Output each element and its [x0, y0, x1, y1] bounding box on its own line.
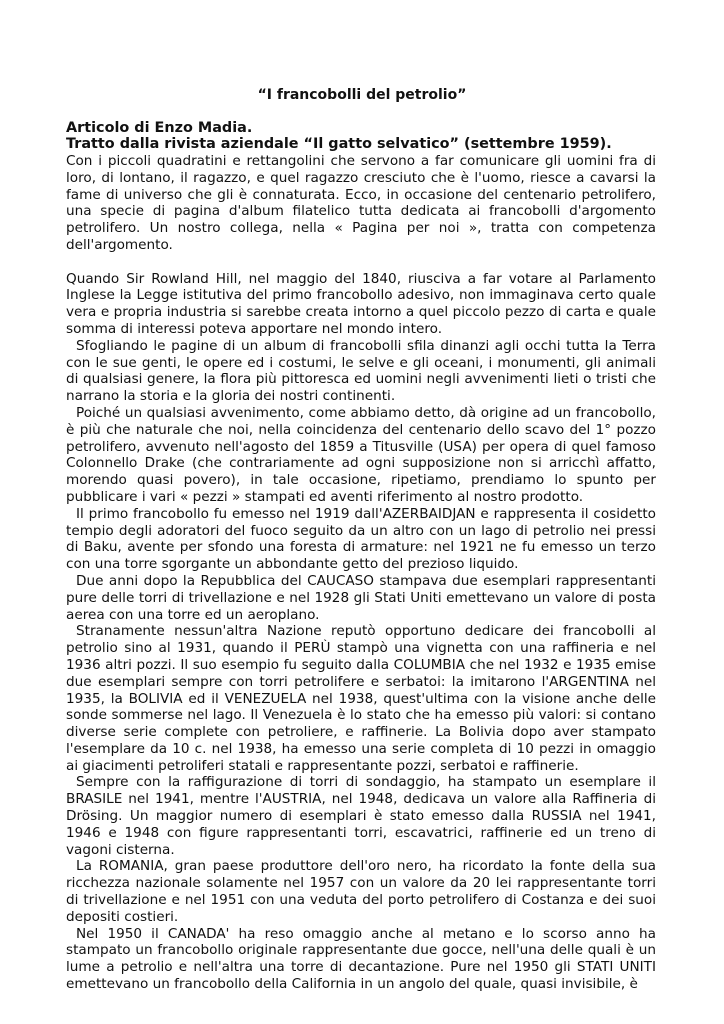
author-line: Articolo di Enzo Madia.: [66, 120, 253, 136]
body-paragraph: Sempre con la raffigurazione di torri di sondaggio, ha stampato un esemplare il BRASILE nel 1941, mentre l'AUSTRIA, nel 1948, dedicava un valore alla Raffineria di Drösing. Un maggior numero di esemplari è stato emesso dalla RUSSIA nel 1941, 1946 e 1948 con figure rappresentanti torri, escavatrici, raffinerie ed un treno di vagoni cisterna.: [66, 774, 656, 858]
body-paragraph: Due anni dopo la Repubblica del CAUCASO stampava due esemplari rappresentanti pure delle torri di trivellazione e nel 1928 gli Stati Uniti emettevano un valore di posta aerea con una torre ed un aeroplano.: [66, 572, 656, 623]
source-line: Tratto dalla rivista aziendale “Il gatto selvatico” (settembre 1959).: [66, 136, 612, 152]
body-paragraph: Sfogliando le pagine di un album di francobolli sfila dinanzi agli occhi tutta la Terra con le sue genti, le opere ed i costumi, le selve e gli oceani, i monumenti, gli animali di qualsiasi genere, la flora più pittoresca ed uomini negli avvenimenti lieti o tristi che narrano la storia e la gloria dei nostri continenti.: [66, 337, 656, 405]
article-title: “I francobolli del petrolio”: [257, 87, 467, 103]
body-paragraph: Quando Sir Rowland Hill, nel maggio del 1840, riusciva a far votare al Parlamento Inglese la Legge istitutiva del primo francobollo adesivo, non immaginava certo quale vera e propria industria si sarebbe creata intorno a quel piccolo pezzo di carta e quale somma di interessi poteva apportare nel mondo intero.: [66, 270, 656, 337]
body-paragraph: Stranamente nessun'altra Nazione reputò opportuno dedicare dei francobolli al petrolio sino al 1931, quando il PERÙ stampò una vignetta con una raffineria e nel 1936 altri pozzi. Il suo esempio fu seguito dalla COLUMBIA che nel 1932 e 1935 emise due esemplari sempre con torri petrolifere e serbatoi: la imitarono l'ARGENTINA nel 1935, la BOLIVIA ed il VENEZUELA nel 1938, quest'ultima con la visione anche delle sonde sommerse nel lago. Il Venezuela è lo stato che ha emesso più valori: si contano diverse serie complete con petroliere, e raffinerie. La Bolivia dopo aver stampato l'esemplare da 10 c. nel 1938, ha emesso una serie completa di 10 pezzi in omaggio ai giacimenti petroliferi statali e rappresentante pozzi, serbatoi e raffinerie.: [66, 623, 656, 774]
body-paragraph: Poiché un qualsiasi avvenimento, come abbiamo detto, dà origine ad un francobollo, è più che naturale che noi, nella coincidenza del centenario dello scavo del 1° pozzo petrolifero, avvenuto nell'agosto del 1859 a Titusville (USA) per opera di quel famoso Colonnello Drake (che contrariamente ad ogni supposizione non si arricchì affatto, morendo quasi povero), in tale occasione, ripetiamo, prendiamo lo spunto per pubblicare i vari « pezzi » stampati ed aventi riferimento al nostro prodotto.: [66, 404, 656, 505]
body-paragraph: Nel 1950 il CANADA' ha reso omaggio anche al metano e lo scorso anno ha stampato un francobollo originale rappresentante due gocce, nell'una delle quali è un lume a petrolio e nell'altra una torre di decantazione. Pure nel 1950 gli STATI UNITI emettevano un francobollo della California in un angolo del quale, quasi invisibile, è: [66, 925, 656, 993]
body-paragraph: Il primo francobollo fu emesso nel 1919 dall'AZERBAIDJAN e rappresenta il cosidetto tempio degli adoratori del fuoco seguito da un altro con un lago di petrolio nei pressi di Baku, avente per sfondo una foresta di armature: nel 1921 ne fu emesso un terzo con una torre sgorgante un abbondante getto del prezioso liquido.: [66, 505, 656, 573]
article-body: [66, 153, 656, 993]
intro-paragraph: Con i piccoli quadratini e rettangolini che servono a far comunicare gli uomini fra di loro, di lontano, il ragazzo, e quel ragazzo cresciuto che è l'uomo, riesce a cavarsi la fame di universo che gli è connaturata. Ecco, in occasione del centenario petrolifero, una specie di pagina d'album filatelico tutta dedicata ai francobolli d'argomento petrolifero. Un nostro collega, nella « Pagina per noi », tratta con competenza dell'argomento.: [66, 153, 656, 253]
body-paragraph: La ROMANIA, gran paese produttore dell'oro nero, ha ricordato la fonte della sua ricchezza nazionale solamente nel 1957 con un valore da 20 lei rappresentante torri di trivellazione e nel 1951 con una veduta del porto petrolifero di Costanza e dei suoi depositi costieri.: [66, 858, 656, 925]
